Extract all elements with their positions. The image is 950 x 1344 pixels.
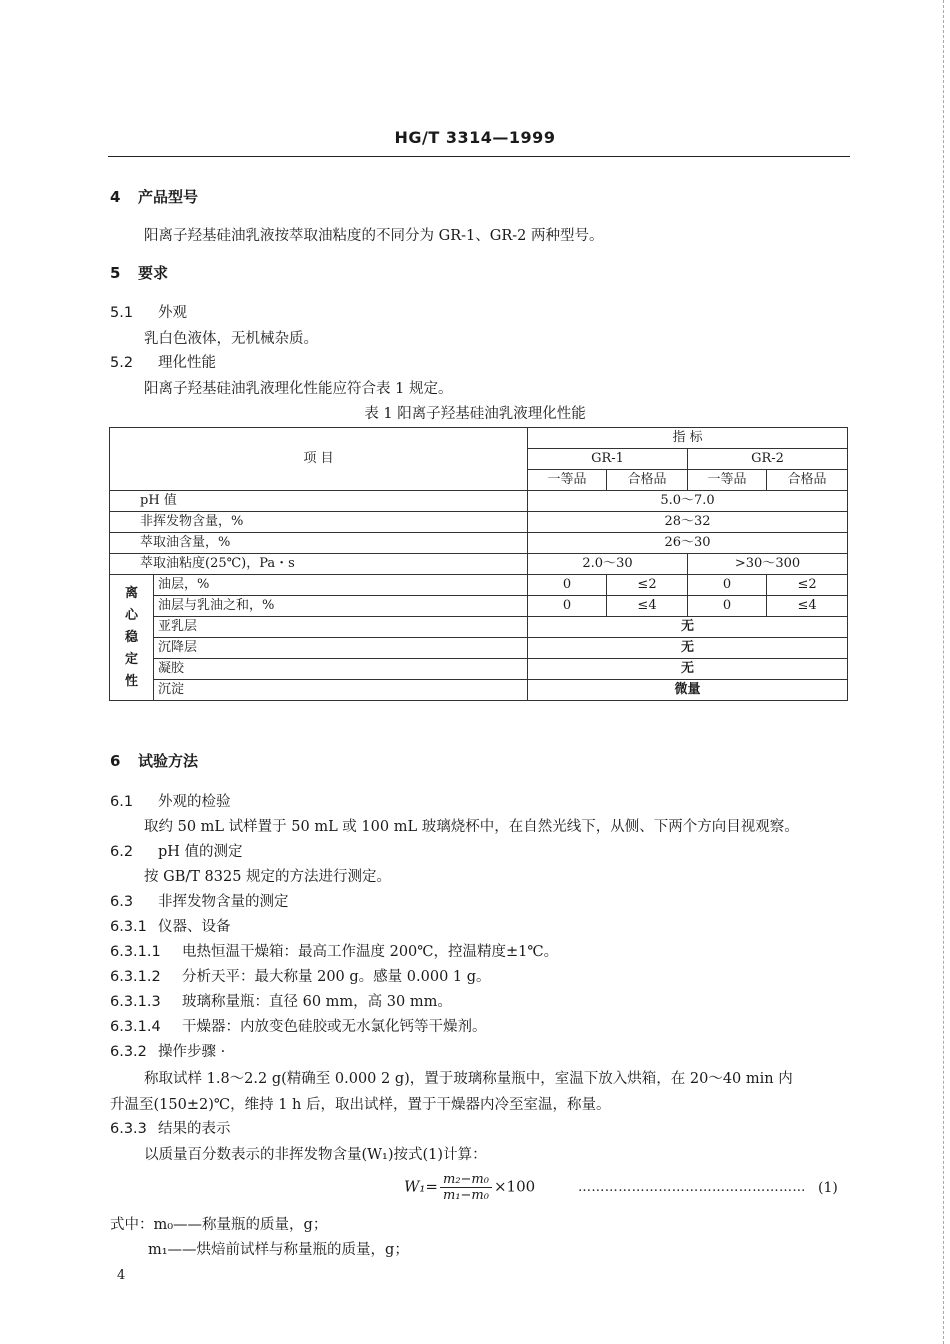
row-label: 油层与乳油之和，%: [154, 596, 528, 617]
section-title: 产品型号: [138, 188, 199, 206]
section-5-2-heading: [110, 351, 216, 372]
row-label: 凝胶: [154, 659, 528, 680]
properties-table: [109, 427, 848, 701]
table-row: [110, 512, 848, 533]
section-6-3-1-1: [110, 940, 558, 961]
formula-lhs: W₁=: [404, 1177, 438, 1196]
formula-fraction: [440, 1172, 492, 1203]
row-value: ≤4: [607, 596, 688, 617]
row-value: 0: [688, 596, 767, 617]
section-number: 6.3: [110, 894, 134, 910]
section-number: 6: [110, 752, 121, 770]
table-row: [110, 659, 848, 680]
row-value: ≤2: [767, 575, 848, 596]
section-title: 理化性能: [158, 355, 216, 371]
row-value: 5.0～7.0: [528, 491, 848, 512]
row-value: ≤2: [607, 575, 688, 596]
section-6-2-paragraph: 按 GB/T 8325 规定的方法进行测定。: [144, 869, 392, 885]
section-title: 分析天平：最大称量 200 g。感量 0.000 1 g。: [182, 969, 491, 985]
table-row: [110, 533, 848, 554]
table-row: [110, 596, 848, 617]
section-title: 仪器、设备: [158, 919, 231, 935]
row-value: ≤4: [767, 596, 848, 617]
vertical-char: 定: [124, 651, 138, 667]
formula-1: [404, 1172, 535, 1203]
section-title: 干燥器：内放变色硅胶或无水氯化钙等干燥剂。: [182, 1019, 487, 1035]
section-6-3-1-heading: [110, 915, 231, 936]
section-6-2-heading: [110, 840, 243, 861]
section-6-3-3-heading: [110, 1117, 231, 1138]
row-value: 26～30: [528, 533, 848, 554]
where-line-2: m₁——烘焙前试样与称量瓶的质量，g；: [148, 1242, 409, 1258]
formula-rhs: ×100: [493, 1177, 536, 1196]
section-6-1-heading: [110, 790, 231, 811]
grade-first: 一等品: [688, 470, 767, 491]
page-header: HG/T 3314—1999: [394, 128, 556, 147]
section-5-1-paragraph: 乳白色液体，无机械杂质。: [144, 331, 318, 347]
formula-leader-dots: ……………………………………………: [578, 1180, 806, 1195]
vertical-char: 性: [124, 673, 138, 689]
section-number: 4: [110, 188, 121, 206]
scan-edge-line: [943, 0, 946, 1344]
section-title: 试验方法: [138, 752, 199, 770]
row-value: 无: [528, 638, 848, 659]
row-value: >30～300: [688, 554, 848, 575]
section-6-3-1-2: [110, 965, 491, 986]
table-caption: 表 1 阳离子羟基硅油乳液理化性能: [364, 406, 586, 422]
section-title: 电热恒温干燥箱：最高工作温度 200℃，控温精度±1℃。: [182, 944, 559, 960]
vertical-char: 心: [124, 607, 138, 623]
table-row: [110, 428, 848, 449]
page-number: 4: [117, 1268, 126, 1283]
row-value: 无: [528, 617, 848, 638]
index-header: 指 标: [528, 428, 848, 449]
row-value: 28～32: [528, 512, 848, 533]
section-title: 结果的表示: [158, 1121, 231, 1137]
table-row: [110, 554, 848, 575]
section-6-3-2-heading: [110, 1040, 225, 1061]
section-6-heading: [110, 750, 198, 771]
item-header: 项 目: [110, 428, 528, 491]
section-6-3-1-3: [110, 990, 452, 1011]
section-title: 外观的检验: [158, 794, 231, 810]
vertical-char: 离: [124, 585, 138, 601]
table-row: [110, 491, 848, 512]
gr1-header: GR-1: [528, 449, 688, 470]
section-number: 6.3.1.3: [110, 994, 161, 1010]
section-title: 非挥发物含量的测定: [158, 894, 289, 910]
row-value: 无: [528, 659, 848, 680]
section-6-3-1-4: [110, 1015, 487, 1036]
section-title: 操作步骤 ·: [158, 1044, 226, 1060]
row-value: 0: [528, 596, 607, 617]
table-row: [110, 638, 848, 659]
section-6-3-2-paragraph-2: 升温至(150±2)℃，维持 1 h 后，取出试样，置于干燥器内冷至室温，称量。: [110, 1097, 611, 1113]
row-value: 2.0～30: [528, 554, 688, 575]
section-5-heading: [110, 262, 168, 283]
row-value: 0: [528, 575, 607, 596]
section-4-paragraph: 阳离子羟基硅油乳液按萃取油粘度的不同分为 GR-1、GR-2 两种型号。: [144, 228, 604, 244]
table-row: [110, 680, 848, 701]
section-title: pH 值的测定: [158, 844, 243, 860]
section-6-3-2-paragraph-1: 称取试样 1.8～2.2 g(精确至 0.000 2 g)，置于玻璃称量瓶中，室温下放入烘箱，在 20～40 min 内: [144, 1071, 793, 1087]
section-number: 6.3.1: [110, 919, 147, 935]
section-number: 6.3.1.4: [110, 1019, 161, 1035]
section-number: 6.3.1.2: [110, 969, 161, 985]
section-title: 外观: [158, 305, 187, 321]
row-label: 萃取油粘度(25℃)，Pa・s: [110, 554, 528, 575]
row-label: 亚乳层: [154, 617, 528, 638]
section-number: 6.2: [110, 844, 134, 860]
section-5-1-heading: [110, 301, 187, 322]
section-6-1-paragraph: 取约 50 mL 试样置于 50 mL 或 100 mL 玻璃烧杯中，在自然光线下，从侧、下两个方向目视观察。: [144, 819, 799, 835]
formula-numerator: m₂−m₀: [440, 1172, 492, 1188]
row-label: pH 值: [110, 491, 528, 512]
grade-qualified: 合格品: [767, 470, 848, 491]
header-rule: [108, 156, 850, 157]
formula-number: (1): [818, 1180, 838, 1196]
section-number: 6.1: [110, 794, 134, 810]
grade-first: 一等品: [528, 470, 607, 491]
where-line-1: 式中：m₀——称量瓶的质量，g；: [110, 1217, 328, 1233]
section-4-heading: [110, 186, 198, 207]
table-row: [110, 617, 848, 638]
row-value: 0: [688, 575, 767, 596]
section-6-3-3-paragraph: 以质量百分数表示的非挥发物含量(W₁)按式(1)计算：: [144, 1147, 487, 1163]
section-number: 6.3.2: [110, 1044, 147, 1060]
row-label: 沉降层: [154, 638, 528, 659]
row-label: 油层，%: [154, 575, 528, 596]
section-number: 6.3.3: [110, 1121, 147, 1137]
section-number: 5.1: [110, 305, 134, 321]
formula-denominator: m₁−m₀: [443, 1188, 489, 1203]
section-number: 5: [110, 264, 121, 282]
section-title: 玻璃称量瓶：直径 60 mm，高 30 mm。: [182, 994, 452, 1010]
gr2-header: GR-2: [688, 449, 848, 470]
row-label: 萃取油含量，%: [110, 533, 528, 554]
section-number: 5.2: [110, 355, 134, 371]
vertical-char: 稳: [124, 629, 138, 645]
grade-qualified: 合格品: [607, 470, 688, 491]
row-label: 沉淀: [154, 680, 528, 701]
section-6-3-heading: [110, 890, 289, 911]
centrifugal-stability-label: [110, 575, 154, 701]
table-row: [110, 575, 848, 596]
section-title: 要求: [138, 264, 169, 282]
section-number: 6.3.1.1: [110, 944, 161, 960]
row-value: 微量: [528, 680, 848, 701]
row-label: 非挥发物含量，%: [110, 512, 528, 533]
section-5-2-paragraph: 阳离子羟基硅油乳液理化性能应符合表 1 规定。: [144, 381, 453, 397]
